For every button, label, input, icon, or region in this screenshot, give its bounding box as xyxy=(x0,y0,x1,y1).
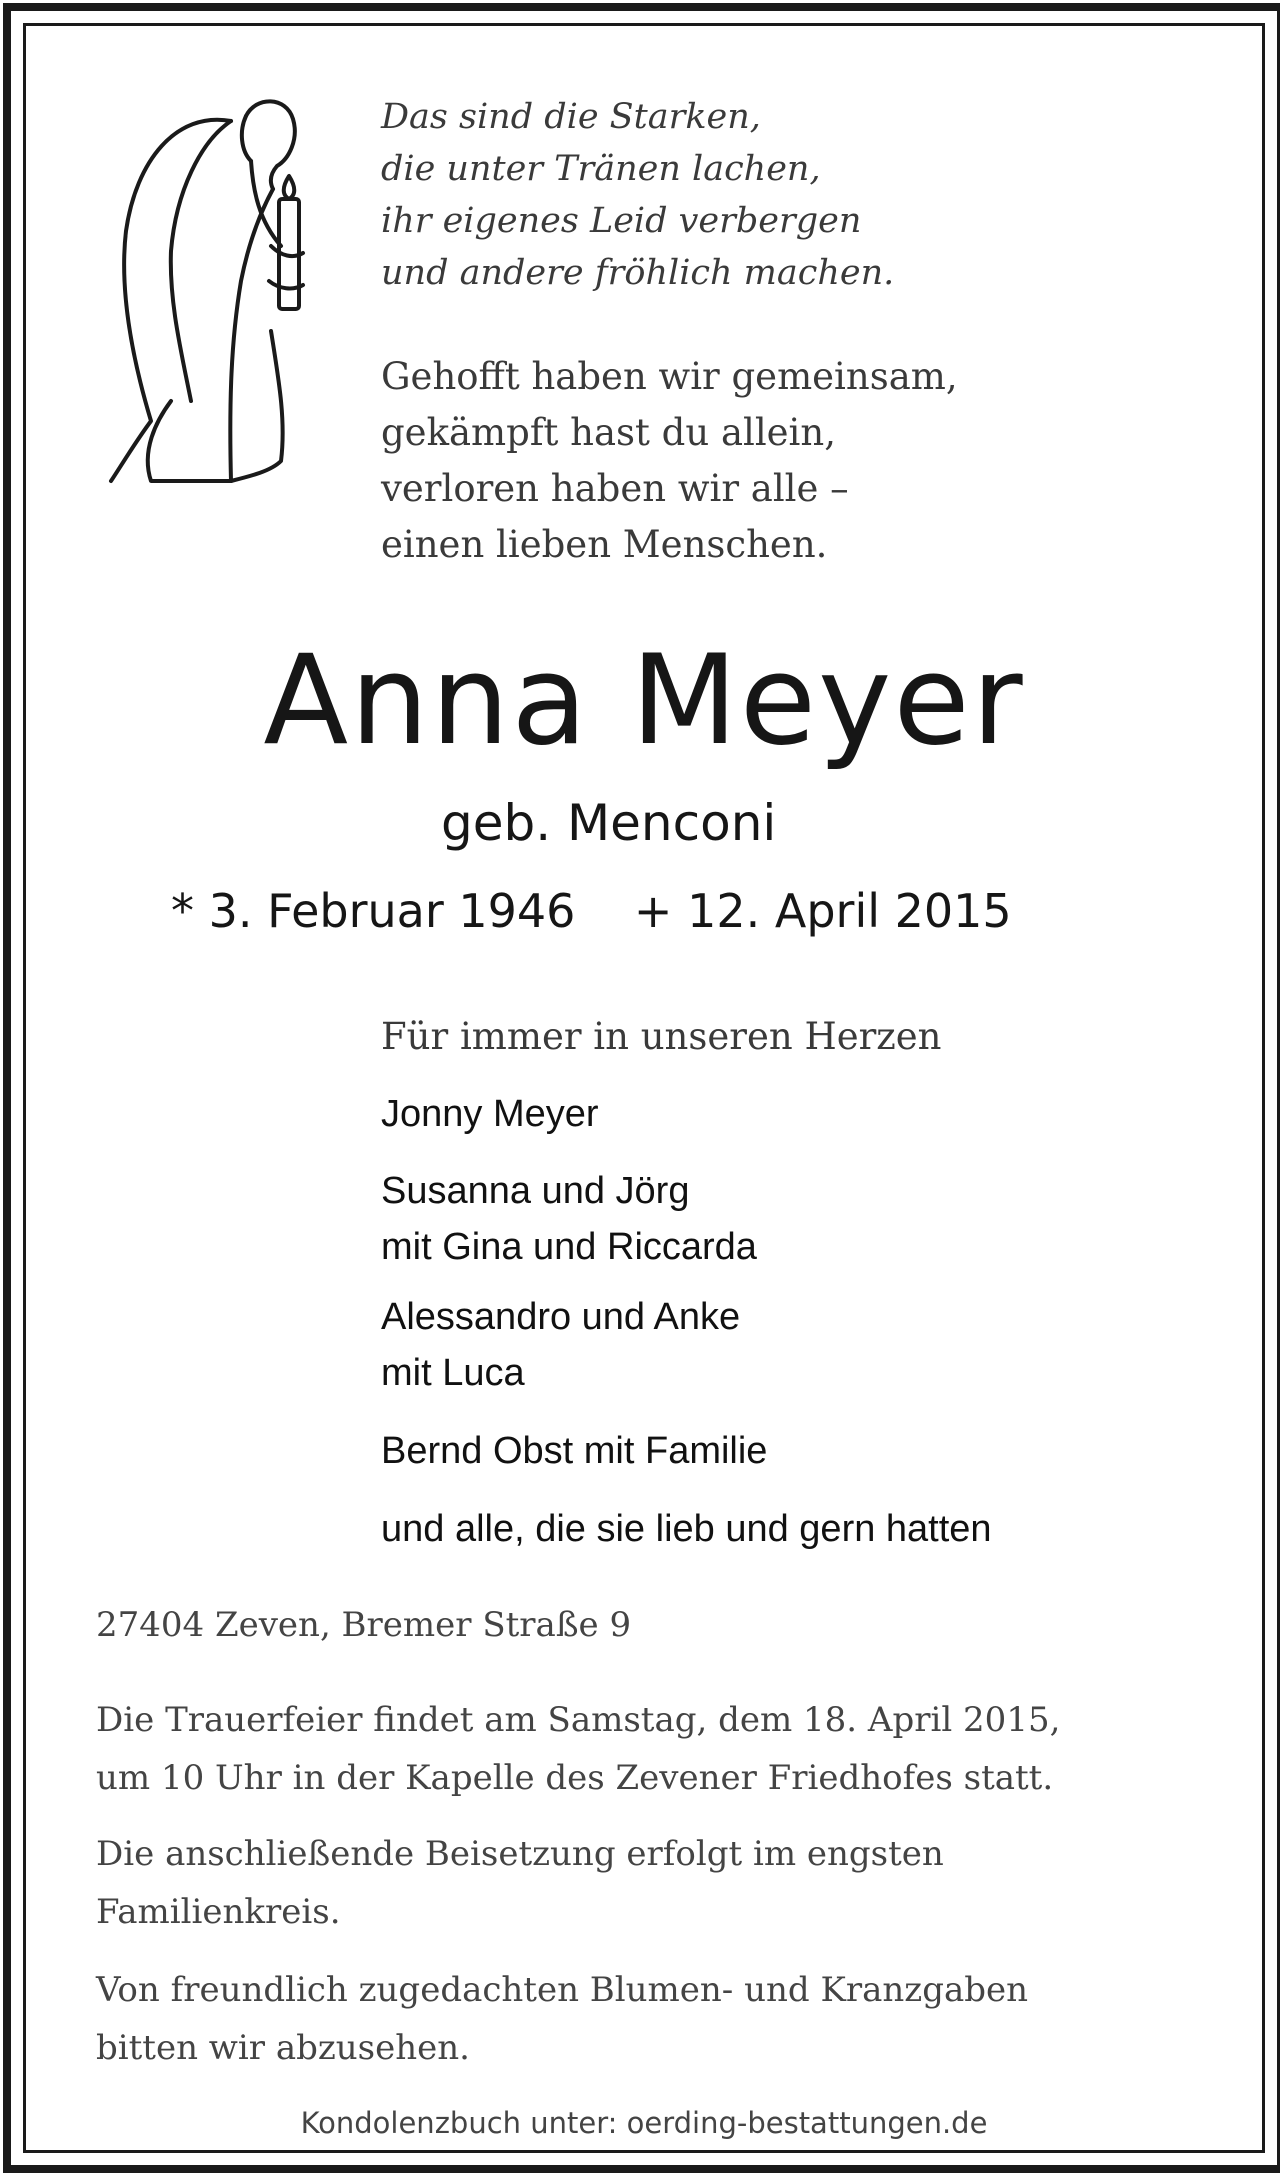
burial-line: Die anschließende Beisetzung erfolgt im engsten xyxy=(96,1834,944,1874)
poem-italic-line: und andere fröhlich machen. xyxy=(381,253,895,293)
poem-italic xyxy=(381,91,894,299)
life-dates: * 3. Februar 1946 + 12. April 2015 xyxy=(171,884,1012,938)
angel-illustration xyxy=(81,81,326,511)
mourner-name: mit Gina und Riccarda xyxy=(381,1226,757,1268)
flowers-line: bitten wir abzusehen. xyxy=(96,2028,470,2068)
burial-notice xyxy=(96,1825,944,1941)
poem-regular-line: verloren haben wir alle – xyxy=(381,467,849,510)
address: 27404 Zeven, Bremer Straße 9 xyxy=(96,1605,632,1645)
obituary-frame xyxy=(3,3,1280,2173)
ceremony-line: Die Trauerfeier findet am Samstag, dem 18. April 2015, xyxy=(96,1700,1061,1740)
mourner-name: Jonny Meyer xyxy=(381,1093,599,1135)
mourner-name: Bernd Obst mit Familie xyxy=(381,1430,768,1472)
burial-line: Familienkreis. xyxy=(96,1892,341,1932)
mourner-name: und alle, die sie lieb und gern hatten xyxy=(381,1508,992,1550)
birth-name: geb. Menconi xyxy=(441,794,777,852)
poem-italic-line: ihr eigenes Leid verbergen xyxy=(381,201,862,241)
condolence-link: Kondolenzbuch unter: oerding-bestattungen.de xyxy=(300,2106,988,2140)
poem-italic-line: Das sind die Starken, xyxy=(381,97,761,137)
poem-regular xyxy=(381,349,958,573)
flowers-line: Von freundlich zugedachten Blumen- und Kranzgaben xyxy=(96,1970,1029,2010)
flowers-notice xyxy=(96,1961,1028,2077)
ceremony-line: um 10 Uhr in der Kapelle des Zevener Friedhofes statt. xyxy=(96,1758,1054,1798)
ceremony-notice xyxy=(96,1691,1060,1807)
mourner-name: mit Luca xyxy=(381,1352,525,1394)
mourner-name: Alessandro und Anke xyxy=(381,1296,741,1338)
mourner-name: Susanna und Jörg xyxy=(381,1170,690,1212)
poem-italic-line: die unter Tränen lachen, xyxy=(381,149,821,189)
poem-regular-line: einen lieben Menschen. xyxy=(381,523,828,566)
poem-regular-line: gekämpft hast du allein, xyxy=(381,411,836,454)
mourning-line: Für immer in unseren Herzen xyxy=(381,1015,942,1058)
poem-regular-line: Gehofft haben wir gemeinsam, xyxy=(381,355,958,398)
deceased-name: Anna Meyer xyxy=(263,629,1025,773)
